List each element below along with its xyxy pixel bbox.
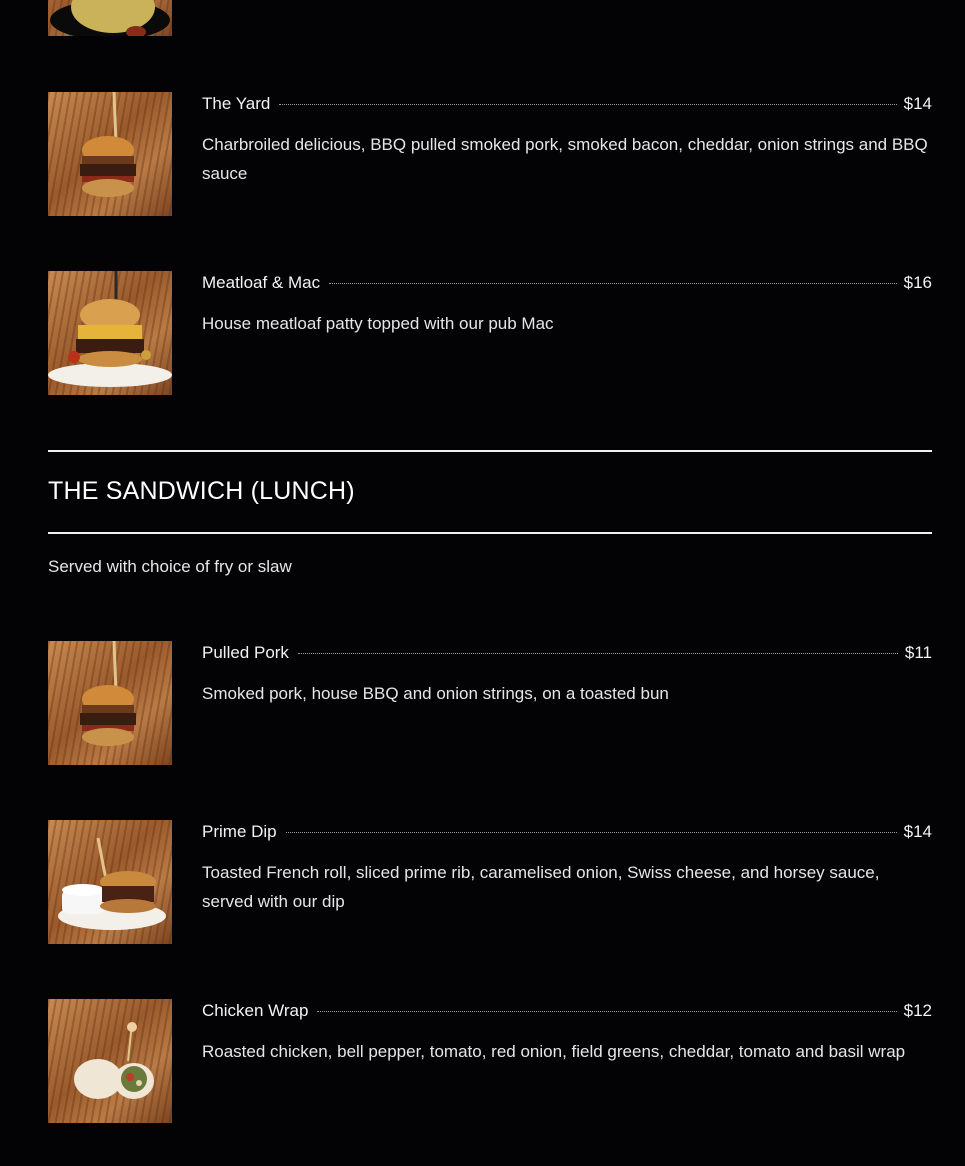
- prime-dip-photo[interactable]: [48, 820, 172, 944]
- burger-photo-cropped[interactable]: [48, 0, 172, 36]
- item-description: Roasted chicken, bell pepper, tomato, red onion, field greens, cheddar, tomato and basil wrap: [202, 1042, 906, 1061]
- burger-photo-icon: [48, 271, 172, 395]
- wrap-photo-icon: [48, 999, 172, 1123]
- sandwich-photo-icon: [48, 820, 172, 944]
- dotted-leader: [298, 653, 898, 654]
- item-name: Prime Dip: [202, 822, 277, 841]
- item-header: [202, 819, 932, 845]
- item-name: Chicken Wrap: [202, 1001, 309, 1020]
- item-price: $14: [903, 94, 932, 113]
- item-description: Smoked pork, house BBQ and onion strings, on a toasted bun: [202, 684, 669, 703]
- dotted-leader: [286, 832, 897, 833]
- the-yard-photo[interactable]: [48, 92, 172, 216]
- item-name: Meatloaf & Mac: [202, 273, 321, 292]
- menu-item-prime-dip: [202, 819, 932, 916]
- item-name: The Yard: [202, 94, 271, 113]
- pulled-pork-photo[interactable]: [48, 641, 172, 765]
- item-header: [202, 270, 932, 296]
- burger-photo-icon: [48, 0, 172, 36]
- item-price: $16: [903, 273, 932, 292]
- section-title: THE SANDWICH (LUNCH): [48, 477, 355, 505]
- section-divider-top: [48, 450, 932, 452]
- menu-item-meatloaf-mac: [202, 270, 932, 338]
- section-note: Served with choice of fry or slaw: [48, 557, 292, 576]
- burger-photo-icon: [48, 641, 172, 765]
- burger-photo-icon: [48, 92, 172, 216]
- menu-item-the-yard: [202, 91, 932, 188]
- item-name: Pulled Pork: [202, 643, 289, 662]
- dotted-leader: [279, 104, 896, 105]
- item-header: [202, 998, 932, 1024]
- item-description: Toasted French roll, sliced prime rib, caramelised onion, Swiss cheese, and horsey sauce, served with our dip: [202, 863, 880, 911]
- item-price: $12: [903, 1001, 932, 1020]
- item-price: $11: [904, 643, 932, 662]
- item-header: [202, 91, 932, 117]
- dotted-leader: [329, 283, 897, 284]
- menu-item-chicken-wrap: [202, 998, 932, 1066]
- dotted-leader: [317, 1011, 896, 1012]
- item-header: [202, 640, 932, 666]
- item-description: Charbroiled delicious, BBQ pulled smoked pork, smoked bacon, cheddar, onion strings and BBQ sauce: [202, 135, 928, 183]
- item-price: $14: [903, 822, 932, 841]
- menu-item-pulled-pork: [202, 640, 932, 708]
- item-description: House meatloaf patty topped with our pub Mac: [202, 314, 554, 333]
- section-divider-bottom: [48, 532, 932, 534]
- chicken-wrap-photo[interactable]: [48, 999, 172, 1123]
- meatloaf-mac-photo[interactable]: [48, 271, 172, 395]
